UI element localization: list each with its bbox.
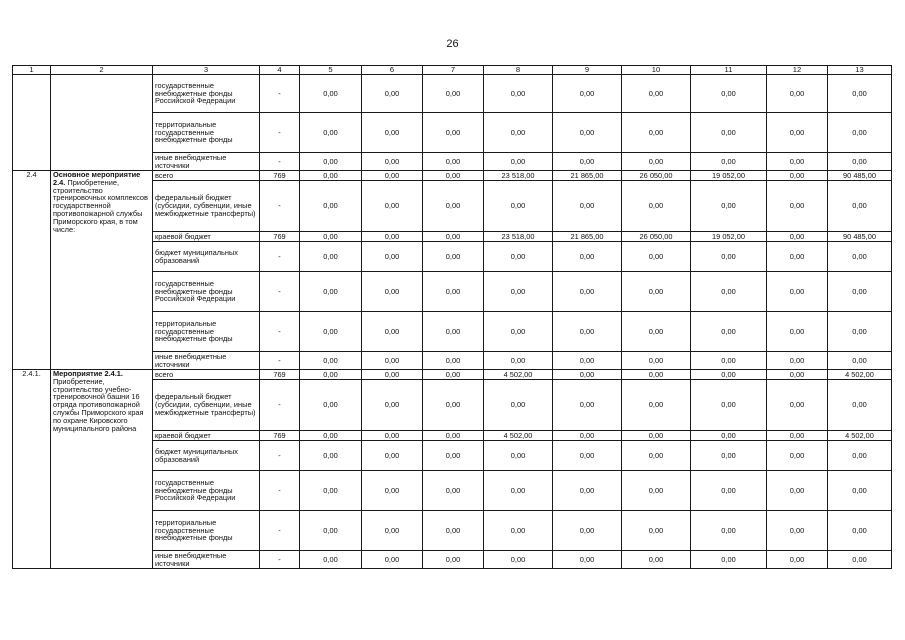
column-number-row [13, 66, 892, 75]
amount-cell: 0,00 [484, 75, 553, 113]
amount-cell: 0,00 [767, 272, 828, 312]
amount-cell: 0,00 [553, 181, 622, 232]
amount-cell: 26 050,00 [622, 171, 691, 181]
amount-cell: 0,00 [300, 441, 362, 471]
amount-cell: 0,00 [423, 171, 484, 181]
grbs-code: 769 [260, 171, 300, 181]
amount-cell: 0,00 [484, 181, 553, 232]
table-row [13, 370, 892, 380]
amount-cell: 0,00 [691, 471, 767, 511]
amount-cell: 0,00 [828, 153, 892, 171]
amount-cell: 0,00 [553, 471, 622, 511]
amount-cell: 0,00 [767, 232, 828, 242]
amount-cell: 0,00 [553, 153, 622, 171]
amount-cell: 0,00 [622, 370, 691, 380]
amount-cell: 0,00 [553, 370, 622, 380]
amount-cell: 0,00 [553, 272, 622, 312]
amount-cell: 0,00 [767, 113, 828, 153]
amount-cell: 0,00 [300, 352, 362, 370]
amount-cell: 0,00 [767, 511, 828, 551]
funding-source: бюджет муниципальных образований [153, 441, 260, 471]
amount-cell: 0,00 [300, 370, 362, 380]
amount-cell: 0,00 [691, 441, 767, 471]
grbs-code: 769 [260, 431, 300, 441]
amount-cell: 0,00 [622, 471, 691, 511]
amount-cell: 0,00 [691, 181, 767, 232]
column-number-4: 4 [260, 66, 300, 75]
amount-cell: 0,00 [484, 153, 553, 171]
funding-source: территориальные государственные внебюджетные фонды [153, 113, 260, 153]
amount-cell: 0,00 [622, 441, 691, 471]
amount-cell: 0,00 [691, 431, 767, 441]
amount-cell: 0,00 [622, 551, 691, 569]
amount-cell: 4 502,00 [484, 370, 553, 380]
activity-description: Приобретение, строительство тренировочных комплексов государственной противопожарной службы Приморского края, в том числе: [53, 177, 148, 234]
amount-cell: 0,00 [828, 511, 892, 551]
activity-title: Основное мероприятие 2.4. [53, 170, 141, 187]
amount-cell: 0,00 [423, 352, 484, 370]
amount-cell: 0,00 [300, 312, 362, 352]
amount-cell: 0,00 [484, 113, 553, 153]
amount-cell: 0,00 [300, 511, 362, 551]
amount-cell: 0,00 [691, 380, 767, 431]
amount-cell: 0,00 [484, 511, 553, 551]
amount-cell: 0,00 [362, 431, 423, 441]
amount-cell: 0,00 [767, 471, 828, 511]
amount-cell: 0,00 [553, 511, 622, 551]
amount-cell: 0,00 [767, 171, 828, 181]
amount-cell: 0,00 [300, 75, 362, 113]
amount-cell: 0,00 [553, 551, 622, 569]
amount-cell: 0,00 [828, 380, 892, 431]
column-number-1: 1 [13, 66, 51, 75]
amount-cell: 0,00 [828, 312, 892, 352]
funding-source: всего [153, 171, 260, 181]
amount-cell: 0,00 [828, 272, 892, 312]
amount-cell: 0,00 [300, 153, 362, 171]
amount-cell: 0,00 [362, 352, 423, 370]
amount-cell: 0,00 [423, 380, 484, 431]
amount-cell: 0,00 [691, 272, 767, 312]
grbs-code: - [260, 441, 300, 471]
column-number-9: 9 [553, 66, 622, 75]
column-number-2: 2 [51, 66, 153, 75]
amount-cell: 26 050,00 [622, 232, 691, 242]
amount-cell: 0,00 [423, 242, 484, 272]
amount-cell: 0,00 [300, 181, 362, 232]
amount-cell: 0,00 [300, 431, 362, 441]
column-number-8: 8 [484, 66, 553, 75]
amount-cell: 90 485,00 [828, 171, 892, 181]
amount-cell: 0,00 [484, 441, 553, 471]
amount-cell: 0,00 [767, 352, 828, 370]
amount-cell: 0,00 [362, 471, 423, 511]
amount-cell: 0,00 [362, 181, 423, 232]
amount-cell: 0,00 [691, 352, 767, 370]
activity-code: 2.4.1. [13, 370, 51, 569]
amount-cell: 0,00 [622, 312, 691, 352]
amount-cell: 0,00 [691, 370, 767, 380]
grbs-code: - [260, 113, 300, 153]
activity-name [51, 171, 153, 370]
column-number-3: 3 [153, 66, 260, 75]
funding-source: всего [153, 370, 260, 380]
amount-cell: 0,00 [828, 352, 892, 370]
amount-cell: 0,00 [300, 242, 362, 272]
funding-source: территориальные государственные внебюджетные фонды [153, 511, 260, 551]
amount-cell: 0,00 [767, 242, 828, 272]
amount-cell: 0,00 [691, 312, 767, 352]
grbs-code: - [260, 352, 300, 370]
amount-cell: 0,00 [423, 471, 484, 511]
funding-source: государственные внебюджетные фонды Российской Федерации [153, 272, 260, 312]
table-row [13, 75, 892, 113]
grbs-code: - [260, 471, 300, 511]
amount-cell: 0,00 [484, 380, 553, 431]
amount-cell: 0,00 [423, 551, 484, 569]
column-number-11: 11 [691, 66, 767, 75]
amount-cell: 0,00 [553, 242, 622, 272]
amount-cell: 0,00 [622, 153, 691, 171]
amount-cell: 0,00 [828, 75, 892, 113]
amount-cell: 0,00 [828, 441, 892, 471]
activity-code [13, 75, 51, 171]
funding-source: краевой бюджет [153, 431, 260, 441]
amount-cell: 0,00 [300, 272, 362, 312]
amount-cell: 90 485,00 [828, 232, 892, 242]
activity-name [51, 370, 153, 569]
amount-cell: 0,00 [362, 551, 423, 569]
amount-cell: 0,00 [622, 352, 691, 370]
amount-cell: 0,00 [484, 272, 553, 312]
amount-cell: 0,00 [362, 511, 423, 551]
amount-cell: 0,00 [553, 113, 622, 153]
column-number-10: 10 [622, 66, 691, 75]
page-number: 26 [446, 38, 459, 50]
amount-cell: 0,00 [362, 242, 423, 272]
funding-source: иные внебюджетные источники [153, 551, 260, 569]
funding-source: федеральный бюджет (субсидии, субвенции, иные межбюджетные трансферты) [153, 380, 260, 431]
amount-cell: 0,00 [767, 312, 828, 352]
amount-cell: 0,00 [767, 441, 828, 471]
funding-source: иные внебюджетные источники [153, 352, 260, 370]
amount-cell: 0,00 [362, 171, 423, 181]
amount-cell: 0,00 [828, 242, 892, 272]
amount-cell: 4 502,00 [828, 370, 892, 380]
amount-cell: 0,00 [553, 441, 622, 471]
budget-table [12, 65, 892, 569]
amount-cell: 0,00 [691, 551, 767, 569]
amount-cell: 21 865,00 [553, 232, 622, 242]
amount-cell: 0,00 [767, 370, 828, 380]
amount-cell: 0,00 [553, 380, 622, 431]
amount-cell: 0,00 [484, 551, 553, 569]
grbs-code: - [260, 153, 300, 171]
table-row [13, 171, 892, 181]
amount-cell: 0,00 [362, 113, 423, 153]
amount-cell: 0,00 [300, 551, 362, 569]
amount-cell: 0,00 [828, 471, 892, 511]
amount-cell: 0,00 [362, 75, 423, 113]
amount-cell: 0,00 [622, 431, 691, 441]
grbs-code: - [260, 75, 300, 113]
amount-cell: 0,00 [362, 272, 423, 312]
funding-source: иные внебюджетные источники [153, 153, 260, 171]
amount-cell: 0,00 [362, 312, 423, 352]
amount-cell: 0,00 [767, 181, 828, 232]
grbs-code: - [260, 551, 300, 569]
funding-source: государственные внебюджетные фонды Российской Федерации [153, 75, 260, 113]
column-number-12: 12 [767, 66, 828, 75]
amount-cell: 0,00 [300, 380, 362, 431]
amount-cell: 0,00 [691, 242, 767, 272]
amount-cell: 0,00 [622, 380, 691, 431]
amount-cell: 0,00 [423, 232, 484, 242]
grbs-code: - [260, 272, 300, 312]
amount-cell: 0,00 [423, 431, 484, 441]
amount-cell: 0,00 [484, 312, 553, 352]
amount-cell: 0,00 [362, 380, 423, 431]
amount-cell: 19 052,00 [691, 171, 767, 181]
column-number-6: 6 [362, 66, 423, 75]
amount-cell: 0,00 [553, 75, 622, 113]
amount-cell: 4 502,00 [828, 431, 892, 441]
amount-cell: 0,00 [362, 370, 423, 380]
amount-cell: 0,00 [622, 511, 691, 551]
amount-cell: 0,00 [423, 75, 484, 113]
amount-cell: 0,00 [767, 380, 828, 431]
grbs-code: 769 [260, 370, 300, 380]
funding-source: территориальные государственные внебюджетные фонды [153, 312, 260, 352]
amount-cell: 23 518,00 [484, 171, 553, 181]
amount-cell: 0,00 [767, 153, 828, 171]
amount-cell: 0,00 [362, 153, 423, 171]
funding-source: государственные внебюджетные фонды Российской Федерации [153, 471, 260, 511]
amount-cell: 0,00 [828, 181, 892, 232]
amount-cell: 0,00 [622, 75, 691, 113]
column-number-13: 13 [828, 66, 892, 75]
amount-cell: 0,00 [767, 551, 828, 569]
amount-cell: 0,00 [423, 153, 484, 171]
amount-cell: 0,00 [423, 272, 484, 312]
column-number-7: 7 [423, 66, 484, 75]
amount-cell: 21 865,00 [553, 171, 622, 181]
amount-cell: 0,00 [691, 511, 767, 551]
funding-source: бюджет муниципальных образований [153, 242, 260, 272]
amount-cell: 0,00 [423, 113, 484, 153]
amount-cell: 0,00 [622, 181, 691, 232]
activity-title: Мероприятие 2.4.1. [53, 369, 123, 378]
amount-cell: 0,00 [767, 75, 828, 113]
amount-cell: 0,00 [484, 352, 553, 370]
amount-cell: 0,00 [300, 471, 362, 511]
amount-cell: 0,00 [300, 232, 362, 242]
amount-cell: 0,00 [622, 113, 691, 153]
funding-source: краевой бюджет [153, 232, 260, 242]
amount-cell: 4 502,00 [484, 431, 553, 441]
amount-cell: 0,00 [691, 113, 767, 153]
amount-cell: 0,00 [423, 181, 484, 232]
amount-cell: 0,00 [622, 242, 691, 272]
amount-cell: 0,00 [691, 75, 767, 113]
amount-cell: 0,00 [553, 431, 622, 441]
amount-cell: 0,00 [484, 242, 553, 272]
activity-name [51, 75, 153, 171]
amount-cell: 0,00 [691, 153, 767, 171]
amount-cell: 0,00 [300, 171, 362, 181]
amount-cell: 0,00 [423, 441, 484, 471]
amount-cell: 0,00 [423, 370, 484, 380]
amount-cell: 23 518,00 [484, 232, 553, 242]
grbs-code: - [260, 181, 300, 232]
funding-source: федеральный бюджет (субсидии, субвенции, иные межбюджетные трансферты) [153, 181, 260, 232]
amount-cell: 19 052,00 [691, 232, 767, 242]
amount-cell: 0,00 [362, 441, 423, 471]
grbs-code: - [260, 511, 300, 551]
grbs-code: - [260, 242, 300, 272]
amount-cell: 0,00 [484, 471, 553, 511]
activity-code: 2.4 [13, 171, 51, 370]
amount-cell: 0,00 [553, 312, 622, 352]
amount-cell: 0,00 [362, 232, 423, 242]
grbs-code: - [260, 380, 300, 431]
amount-cell: 0,00 [767, 431, 828, 441]
amount-cell: 0,00 [622, 272, 691, 312]
amount-cell: 0,00 [828, 113, 892, 153]
grbs-code: 769 [260, 232, 300, 242]
amount-cell: 0,00 [828, 551, 892, 569]
grbs-code: - [260, 312, 300, 352]
amount-cell: 0,00 [423, 312, 484, 352]
amount-cell: 0,00 [300, 113, 362, 153]
activity-description: Приобретение, строительство учебно-тренировочной башни 16 отряда противопожарной службы Приморского края по охране Кировского муниципального района [53, 376, 144, 433]
amount-cell: 0,00 [553, 352, 622, 370]
amount-cell: 0,00 [423, 511, 484, 551]
column-number-5: 5 [300, 66, 362, 75]
